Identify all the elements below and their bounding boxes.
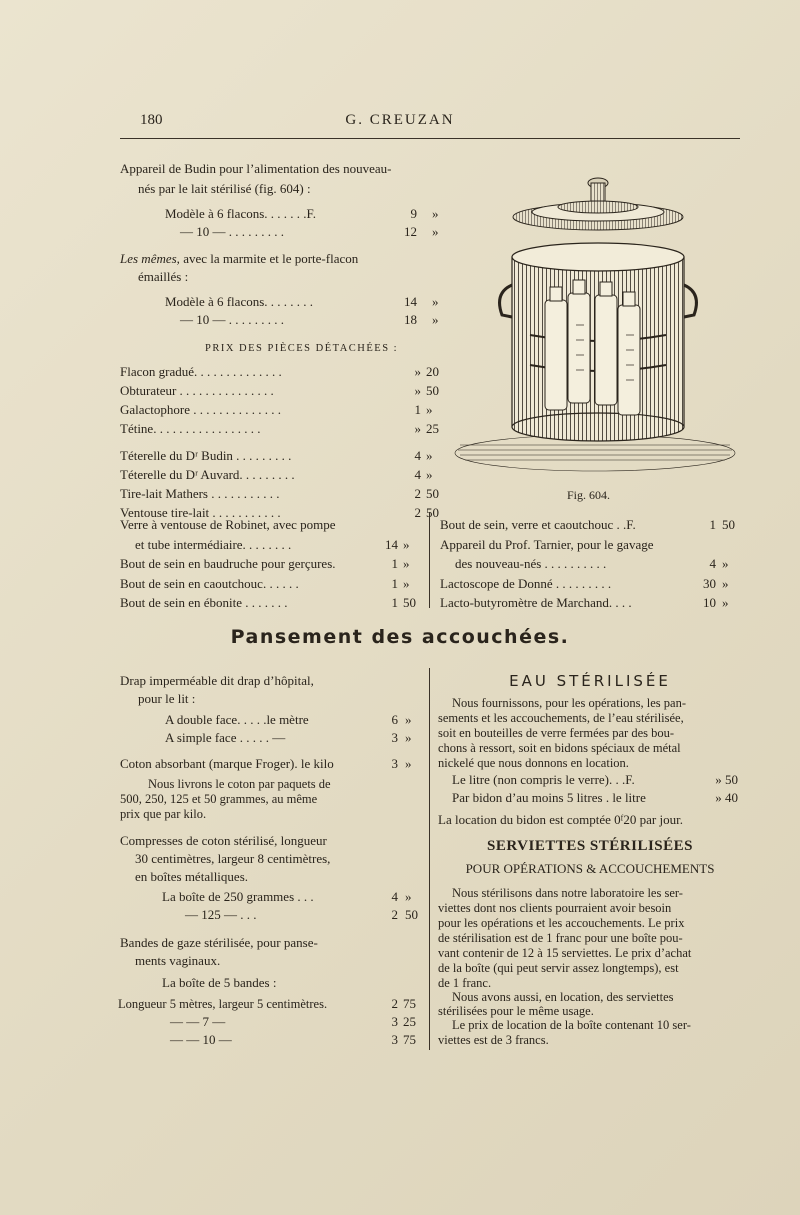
memes10-cents: » [432, 312, 439, 327]
price-item-label: Galactophore . . . . . . . . . . . . . . [120, 402, 282, 417]
price-item-francs: 10 [703, 595, 716, 610]
serv-p8: Nous avons aussi, en location, des serviettes [452, 990, 674, 1004]
long10-fr: 3 [391, 1032, 398, 1047]
price-item-label: et tube intermédiaire. . . . . . . . [135, 536, 292, 552]
price-item-label: Verre à ventouse de Robinet, avec pompe [120, 517, 336, 532]
long7-c: 25 [403, 1014, 416, 1029]
eau-p3: soit en bouteilles de verre fermées par des bou- [438, 726, 675, 740]
price-item-centimes: » [403, 575, 410, 591]
drap-line2: pour le lit : [138, 691, 196, 706]
price-item-label: Flacon gradué. . . . . . . . . . . . . . [120, 364, 282, 379]
price-item-label: Bout de sein en baudruche pour gerçures. [120, 556, 336, 571]
column-divider-bottom [429, 668, 430, 1050]
page-number: 180 [140, 112, 163, 128]
compresses-1: Compresses de coton stérilisé, longueur [120, 833, 327, 848]
section-title: Pansement des accouchées. [230, 626, 570, 648]
boite250-c: » [405, 889, 412, 904]
memes-rest: avec la marmite et le porte-flacon [179, 251, 359, 266]
price-item-francs: 1 [391, 595, 398, 610]
price-item-label: Ventouse tire-lait . . . . . . . . . . . [120, 505, 281, 520]
price-item-francs: 1 [709, 517, 716, 532]
boite125-label: — 125 — . . . [185, 907, 257, 922]
price-item-label: Lacto-butyromètre de Marchand. . . . [440, 595, 632, 610]
price-item-francs: 1 [391, 575, 398, 591]
litre-price: » 50 [715, 772, 738, 787]
price-item-francs: 30 [703, 575, 716, 591]
serv-p10: Le prix de location de la boîte contenant 10 ser- [452, 1018, 691, 1032]
long10-c: 75 [403, 1032, 416, 1047]
bandes-1: Bandes de gaze stérilisée, pour panse- [120, 935, 318, 950]
price-item-label: Bout de sein en ébonite . . . . . . . [120, 595, 288, 610]
serv-p4: de stérilisation est de 1 franc pour une boîte pou- [438, 931, 683, 945]
price-item-francs: 4 [709, 556, 716, 571]
bidon-price: » 40 [715, 790, 738, 805]
serv-p7: de 1 franc. [438, 976, 492, 990]
price-item-centimes: » [403, 556, 410, 571]
price-item-label: Téterelle du Dʳ Auvard. . . . . . . . . [120, 467, 295, 482]
coton-c: » [405, 756, 412, 771]
price-item-centimes: 50 [722, 517, 735, 532]
sterilizer-illustration [450, 165, 740, 485]
compresses-2: 30 centimètres, largeur 8 centimètres, [135, 851, 331, 866]
serviettes-subheading: POUR OPÉRATIONS & ACCOUCHEMENTS [465, 861, 715, 876]
simple-face-label: A simple face . . . . . — [165, 730, 286, 745]
simple-face-fr: 3 [391, 730, 398, 745]
budin-intro-line1: Appareil de Budin pour l’alimentation des nouveau- [120, 161, 392, 176]
model10-price: 12 [404, 224, 417, 239]
model6-label: Modèle à 6 flacons. . . . . . .F. [165, 206, 316, 221]
model10-cents: » [432, 224, 439, 239]
bidon-label: Par bidon d’au moins 5 litres . le litre [452, 790, 646, 805]
price-item-label: Tétine. . . . . . . . . . . . . . . . . [120, 421, 261, 436]
coton-note-1: Nous livrons le coton par paquets de [148, 777, 331, 791]
price-item-centimes: 50 [426, 486, 439, 501]
serv-p2: viettes dont nos clients pourraient avoir besoin [438, 901, 672, 915]
price-item-centimes: » [426, 448, 433, 463]
price-item-centimes: 25 [426, 421, 439, 436]
model6-cents: » [432, 206, 439, 221]
price-item-label: Bout de sein, verre et caoutchouc . .F. [440, 517, 636, 532]
serv-p1: Nous stérilisons dans notre laboratoire les ser- [452, 886, 683, 900]
eau-p2: sements et les accouchements, de l’eau stérilisée, [438, 711, 684, 725]
coton-label: Coton absorbant (marque Froger). le kilo [120, 756, 334, 771]
compresses-3: en boîtes métalliques. [135, 869, 249, 884]
long10-label: — — 10 — [170, 1032, 232, 1047]
serv-p11: viettes est de 3 francs. [438, 1033, 549, 1047]
model6-price: 9 [410, 206, 417, 221]
simple-face-c: » [405, 730, 412, 745]
column-divider-top [429, 512, 430, 608]
price-item-label: Obturateur . . . . . . . . . . . . . . . [120, 383, 274, 398]
memes-italic: Les mêmes, [120, 251, 180, 266]
eau-p5: nickelé que nous donnons en location. [438, 756, 629, 770]
serv-p5: vant contenir de 12 à 15 serviettes. Le prix d’achat [438, 946, 692, 960]
memes-line2: émaillés : [138, 269, 189, 284]
price-item-francs: 2 [414, 505, 421, 520]
coton-fr: 3 [391, 756, 398, 771]
price-item-label: Téterelle du Dʳ Budin . . . . . . . . . [120, 448, 292, 463]
price-item-francs: 4 [414, 467, 421, 482]
price-item-francs: 14 [385, 536, 398, 552]
double-face-fr: 6 [391, 712, 398, 727]
long7-label: — — 7 — [170, 1014, 226, 1029]
figure-604 [450, 165, 740, 485]
memes10-label: — 10 — . . . . . . . . . [180, 312, 284, 327]
coton-note-3: prix que par kilo. [120, 807, 207, 821]
memes6-price: 14 [404, 294, 417, 309]
price-item-centimes: 50 [403, 595, 416, 610]
long7-fr: 3 [391, 1014, 398, 1029]
pieces-heading: PRIX DES PIÈCES DÉTACHÉES : [205, 343, 399, 354]
price-item-centimes: » [426, 402, 433, 417]
price-item-centimes: » [403, 536, 410, 552]
price-item-label: Bout de sein en caoutchouc. . . . . . [120, 575, 299, 591]
memes6-label: Modèle à 6 flacons. . . . . . . . [165, 294, 314, 309]
price-item-francs: 4 [414, 448, 421, 463]
price-item-francs: 1 [391, 556, 398, 571]
boite125-fr: 2 [391, 907, 398, 922]
serv-p9: stérilisées pour le même usage. [438, 1004, 594, 1018]
running-title: G. CREUZAN [345, 112, 455, 128]
double-face-label: A double face. . . . .le mètre [165, 712, 309, 727]
memes-line1 [120, 250, 358, 268]
boite125-c: 50 [405, 907, 418, 922]
eau-p1: Nous fournissons, pour les opérations, les pan- [452, 696, 686, 710]
price-item-label: Lactoscope de Donné . . . . . . . . . [440, 575, 612, 591]
price-item-label: des nouveau-nés . . . . . . . . . . [455, 556, 607, 571]
price-item-centimes: » [722, 595, 729, 610]
price-item-centimes: » [722, 556, 729, 571]
serv-p6: de la boîte (qui peut servir assez longtemps), est [438, 961, 679, 975]
price-item-centimes: » [722, 575, 729, 591]
litre-label: Le litre (non compris le verre). . .F. [452, 772, 635, 787]
price-item-francs: » [414, 383, 421, 398]
serv-p3: pour les opérations et les accouchements. Le prix [438, 916, 685, 930]
drap-line1: Drap imperméable dit drap d’hôpital, [120, 673, 314, 688]
long5-fr: 2 [391, 996, 398, 1011]
serviettes-heading: SERVIETTES STÉRILISÉES [487, 838, 693, 854]
boite250-label: La boîte de 250 grammes . . . [162, 889, 314, 904]
model10-label: — 10 — . . . . . . . . . [180, 224, 284, 239]
price-item-francs: » [414, 421, 421, 436]
price-item-francs: 2 [414, 486, 421, 501]
long5-label: Longueur 5 mètres, largeur 5 centimètres. [118, 997, 328, 1011]
boite250-fr: 4 [391, 889, 398, 904]
price-item-francs: 1 [414, 402, 421, 417]
double-face-c: » [405, 712, 412, 727]
price-item-francs: » [414, 364, 421, 379]
price-item-centimes: 50 [426, 505, 439, 520]
coton-note-2: 500, 250, 125 et 50 grammes, au même [120, 792, 318, 806]
memes10-price: 18 [404, 312, 417, 327]
price-item-label: Appareil du Prof. Tarnier, pour le gavage [440, 536, 654, 552]
price-item-centimes: » [426, 467, 433, 482]
price-item-label: Tire-lait Mathers . . . . . . . . . . . [120, 486, 280, 501]
budin-intro-line2: nés par le lait stérilisé (fig. 604) : [138, 181, 311, 196]
bandes-3: La boîte de 5 bandes : [162, 975, 277, 990]
memes6-cents: » [432, 294, 439, 309]
long5-c: 75 [403, 996, 416, 1011]
eau-p4: chons à ressort, soit en bidons spéciaux de métal [438, 741, 681, 755]
location-note: La location du bidon est comptée 0ᶠ20 par jour. [438, 812, 683, 827]
header-rule [120, 138, 740, 139]
bandes-2: ments vaginaux. [135, 953, 221, 968]
eau-heading: EAU STÉRILISÉE [509, 672, 671, 690]
figure-caption: Fig. 604. [567, 488, 611, 502]
price-item-centimes: 20 [426, 364, 439, 379]
price-item-centimes: 50 [426, 383, 439, 398]
